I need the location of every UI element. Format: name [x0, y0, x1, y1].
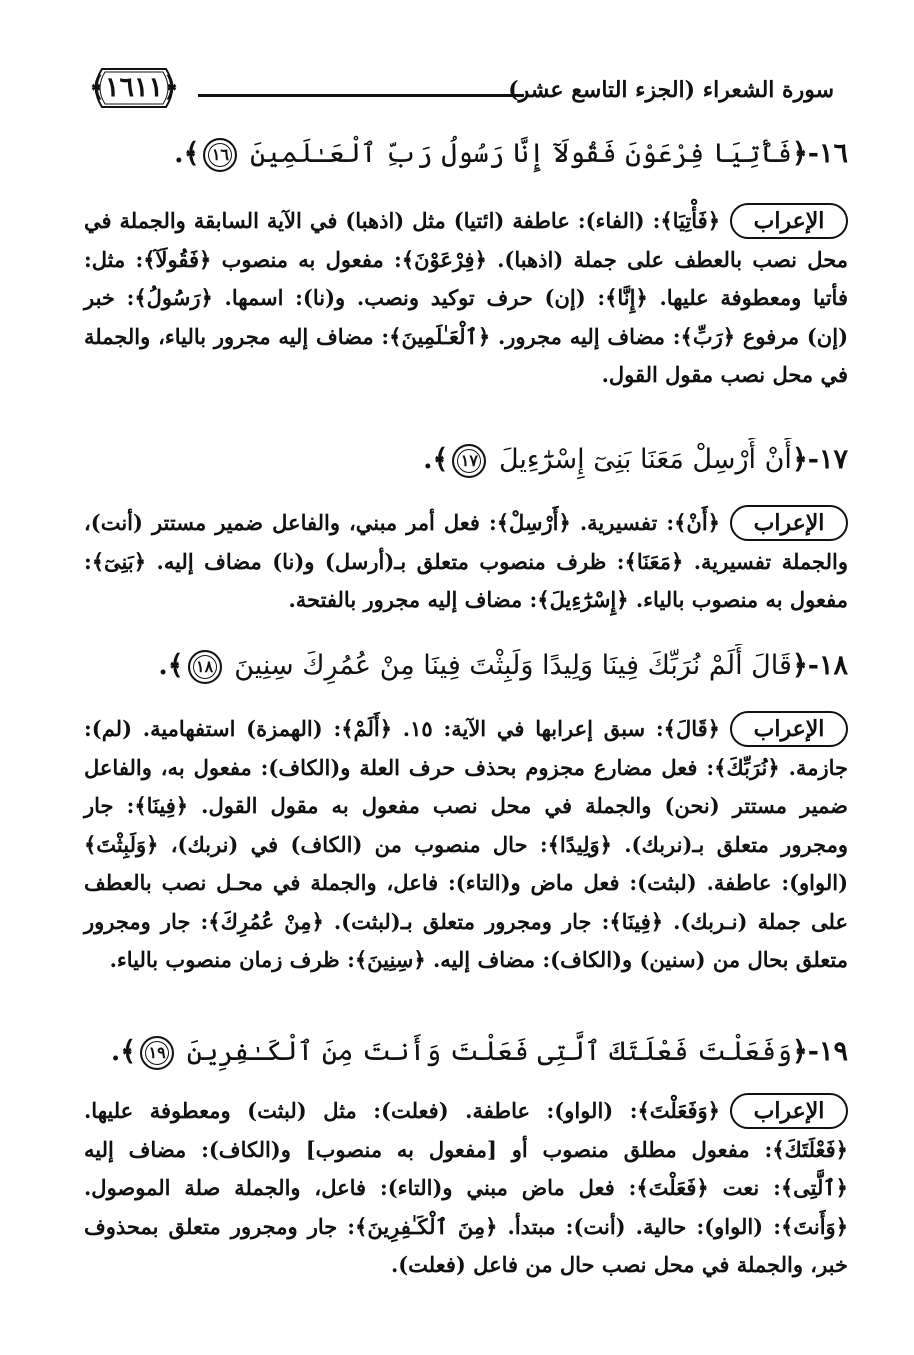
ayah-line [60, 438, 848, 482]
ayah-number: ١٨- [807, 650, 848, 681]
header-rule [198, 94, 524, 97]
ayah-text: وَفَعَلْتَ فَعْلَتَكَ ٱلَّتِى فَعَلْتَ وَأَنتَ مِنَ ٱلْكَـٰفِرِينَ [186, 1036, 792, 1067]
page-number-frame [88, 66, 180, 110]
irab-text: ﴿وَفَعَلْتَ﴾: (الواو): عاطفة. (فعلت): مثل (لبثت) ومعطوفة عليها. ﴿فَعْلَتَكَ﴾: مفعول مطلق منصوب أو [مفعول به منصوب] و(الكاف): مضاف إليه ﴿ٱلَّتِى﴾: نعت ﴿فَعَلْتَ﴾: فعل ماض مبني و(التاء): فاعل، والجملة صلة الموصول. ﴿وَأَنتَ﴾: (الواو): حالية. (أنت): مبتدأ. ﴿مِنَ ٱلْكَـٰفِرِينَ﴾: جار ومجرور متعلق بمحذوف خبر، والجملة في محل نصب حال من فاعل (فعلت). [84, 1098, 848, 1277]
ornate-bracket-close: ﴾. [110, 1036, 137, 1067]
irab-text: ﴿قَالَ﴾: سبق إعرابها في الآية: ١٥. ﴿أَلَمْ﴾: (الهمزة) استفهامية. (لم): جازمة. ﴿نُرَبِّكَ﴾: فعل مضارع مجزوم بحذف حرف العلة و(الكاف): مفعول به، والفاعل ضمير مستتر (نحن) والجملة في محل نصب مفعول به مقول القول. ﴿فِينَا﴾: جار ومجرور متعلق بـ(نربك). ﴿وَلِيدًا﴾: حال منصوب من (الكاف) في (نربك)، ﴿وَلَبِثْتَ﴾ (الواو): عاطفة. (لبثت): فعل ماض و(التاء): فاعل، والجملة في محـل نصب بالعطف على جملة (نـربك). ﴿فِينَا﴾: جار ومجرور متعلق بـ(لبثت). ﴿مِنْ عُمُرِكَ﴾: جار ومجرور متعلق بحال من (سنين) و(الكاف): مضاف إليه. ﴿سِنِينَ﴾: ظرف زمان منصوب بالياء. [84, 716, 848, 972]
ayah-end-seal-icon: ١٦ [203, 138, 237, 172]
ornate-bracket-open: ﴿ [791, 444, 808, 475]
irab-block [84, 1092, 848, 1285]
ayah-line [60, 132, 848, 176]
irab-block [84, 504, 848, 620]
page-header [88, 66, 834, 114]
running-title: سورة الشعراء (الجزء التاسع عشر) [508, 77, 834, 103]
ornate-bracket-close: ﴾. [174, 138, 200, 169]
ayah-end-seal-icon: ١٨ [188, 650, 222, 684]
ornate-bracket-open: ﴿ [791, 1036, 808, 1067]
irab-text: ﴿أَنْ﴾: تفسيرية. ﴿أَرْسِلْ﴾: فعل أمر مبني، والفاعل ضمير مستتر (أنت)، والجملة تفسيرية. ﴿مَعَنَا﴾: ظرف منصوب متعلق بـ(أرسل) و(نا) مضاف إليه. ﴿بَنِىٓ﴾: مفعول به منصوب بالياء. ﴿إِسْرَٰٓءِيلَ﴾: مضاف إليه مجرور بالفتحة. [84, 510, 848, 612]
irab-block [84, 202, 848, 395]
page-number: ﴿١٦١١﴾ [89, 72, 179, 103]
ayah-text: قَالَ أَلَمْ نُرَبِّكَ فِينَا وَلِيدًا وَلَبِثْتَ فِينَا مِنْ عُمُرِكَ سِنِينَ [234, 650, 792, 681]
ayah-text: أَنْ أَرْسِلْ مَعَنَا بَنِىٓ إِسْرَٰٓءِيلَ [498, 444, 792, 475]
irab-block [84, 710, 848, 980]
irab-label-badge: الإعراب [730, 203, 848, 239]
ayah-number: ١٦- [807, 138, 848, 169]
ornate-bracket-open: ﴿ [791, 138, 808, 169]
irab-label-badge: الإعراب [730, 505, 848, 541]
ornate-bracket-open: ﴿ [791, 650, 808, 681]
irab-label-badge: الإعراب [730, 711, 848, 747]
ayah-line [60, 644, 848, 688]
ayah-line [60, 1030, 848, 1074]
irab-text: ﴿فَأْتِيَا﴾: (الفاء): عاطفة (ائتيا) مثل (اذهبا) في الآية السابقة والجملة في محل نصب بالعطف على جملة (اذهبا). ﴿فِرْعَوْنَ﴾: مفعول به منصوب ﴿فَقُولَآ﴾: مثل: فأتيا ومعطوفة عليها. ﴿إِنَّا﴾: (إن) حرف توكيد ونصب. و(نا): اسمها. ﴿رَسُولُ﴾: خبر (إن) مرفوع ﴿رَبِّ﴾: مضاف إليه مجرور. ﴿ٱلْعَـٰلَمِينَ﴾: مضاف إليه مجرور بالياء، والجملة في محل نصب مقول القول. [84, 208, 848, 387]
ornate-bracket-close: ﴾. [158, 650, 184, 681]
ornate-bracket-close: ﴾. [423, 444, 449, 475]
ayah-end-seal-icon: ١٧ [452, 444, 486, 478]
ayah-end-seal-icon: ١٩ [140, 1036, 174, 1070]
ayah-number: ١٩- [807, 1036, 848, 1067]
ayah-number: ١٧- [807, 444, 848, 475]
ayah-text: فَأْتِيَا فِرْعَوْنَ فَقُولَآ إِنَّا رَسُولُ رَبِّ ٱلْعَـٰلَمِينَ [250, 138, 792, 169]
irab-label-badge: الإعراب [730, 1093, 848, 1129]
